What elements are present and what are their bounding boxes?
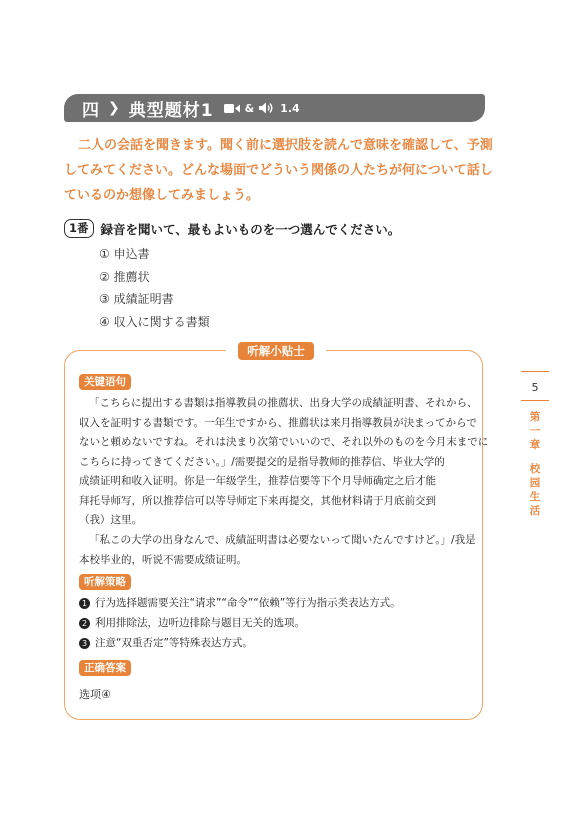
section-title: 典型题材1 — [128, 100, 214, 121]
media-icons — [224, 102, 300, 115]
key-line: 収入を証明する書類です。一年生ですから、推薦状は来月指導教員が決まってからで — [79, 416, 478, 429]
strategy-list — [79, 593, 401, 653]
strategy-item — [79, 633, 401, 653]
strategy-number: 3 — [79, 638, 90, 649]
tips-panel-title-label: 听解小贴士 — [238, 342, 314, 360]
side-divider-bottom — [521, 400, 549, 401]
option-item: ④ 収入に関する書類 — [99, 314, 210, 329]
strategy-text: 注意“双重否定”等特殊表达方式。 — [95, 637, 253, 649]
key-line: （我）这里。 — [79, 514, 142, 526]
key-line: 「こちらに提出する書類は指導教員の推薦状、出身大学の成績証明書、それから、 — [89, 397, 478, 409]
key-line: 本校毕业的，听说不需要成绩证明。 — [79, 553, 247, 566]
key-phrases-paragraph-2 — [79, 531, 476, 570]
media-amp: & — [244, 101, 255, 115]
strategy-number: 1 — [79, 598, 90, 609]
strategy-number: 2 — [79, 618, 90, 629]
key-phrases-tag: 关键语句 — [79, 374, 131, 390]
option-item: ① 申込書 — [99, 247, 150, 261]
option-list — [99, 243, 210, 333]
answer-text: 选项④ — [79, 688, 111, 701]
intro-text: 二人の会話を聞きます。聞く前に選択肢を読んで意味を確認して、予測してみてください。どんな場面でどういう関係の人たちが何について話しているのか想像してみましょう。 — [64, 138, 493, 203]
key-line: こちらに持ってきてください。」/需要提交的是指导教师的推荐信、毕业大学的 — [79, 455, 445, 468]
speaker-icon — [259, 102, 274, 114]
chapter-topic: 校园生活 — [529, 463, 541, 517]
key-line: ないと頼めないですね。それは決まり次第でいいので、それ以外のものを今月末までに — [79, 436, 489, 448]
chevron-right-icon: ❯ — [108, 100, 120, 116]
strategy-tag: 听解策略 — [79, 574, 131, 590]
question-header — [64, 219, 400, 238]
tips-panel-title — [226, 340, 326, 360]
option-item: ③ 成績証明書 — [99, 292, 174, 306]
strategy-text: 行为选择题需要关注“请求”“命令”“依赖”等行为指示类表达方式。 — [95, 597, 401, 609]
chapter-number: 第一章 — [529, 411, 541, 451]
key-phrases-paragraph — [79, 394, 489, 531]
section-header-bar — [64, 94, 485, 122]
question-badge: 1番 — [64, 219, 94, 238]
page-number: 5 — [531, 381, 539, 394]
key-line: 「私この大学の出身なんで、成績証明書は必要ないって聞いたんですけど。」/我是 — [89, 534, 476, 546]
option-item: ② 推薦状 — [99, 269, 150, 284]
answer-tag: 正确答案 — [79, 660, 131, 676]
chapter-label — [529, 410, 541, 518]
video-camera-icon — [224, 103, 240, 114]
strategy-item — [79, 613, 401, 633]
section-number: 四 — [82, 100, 99, 121]
question-text: 録音を聞いて、最もよいものを一つ選んでください。 — [100, 221, 401, 237]
side-divider-top — [521, 371, 549, 372]
strategy-text: 利用排除法，边听边排除与题目无关的选项。 — [95, 617, 305, 629]
key-line: 拜托导师写，所以推荐信可以等导师定下来再提交，其他材料请于月底前交到 — [79, 494, 436, 507]
strategy-item — [79, 593, 401, 613]
track-number: 1.4 — [280, 101, 300, 115]
key-line: 成绩证明和收入证明。你是一年级学生，推荐信要等下个月导师确定之后才能 — [79, 475, 436, 487]
